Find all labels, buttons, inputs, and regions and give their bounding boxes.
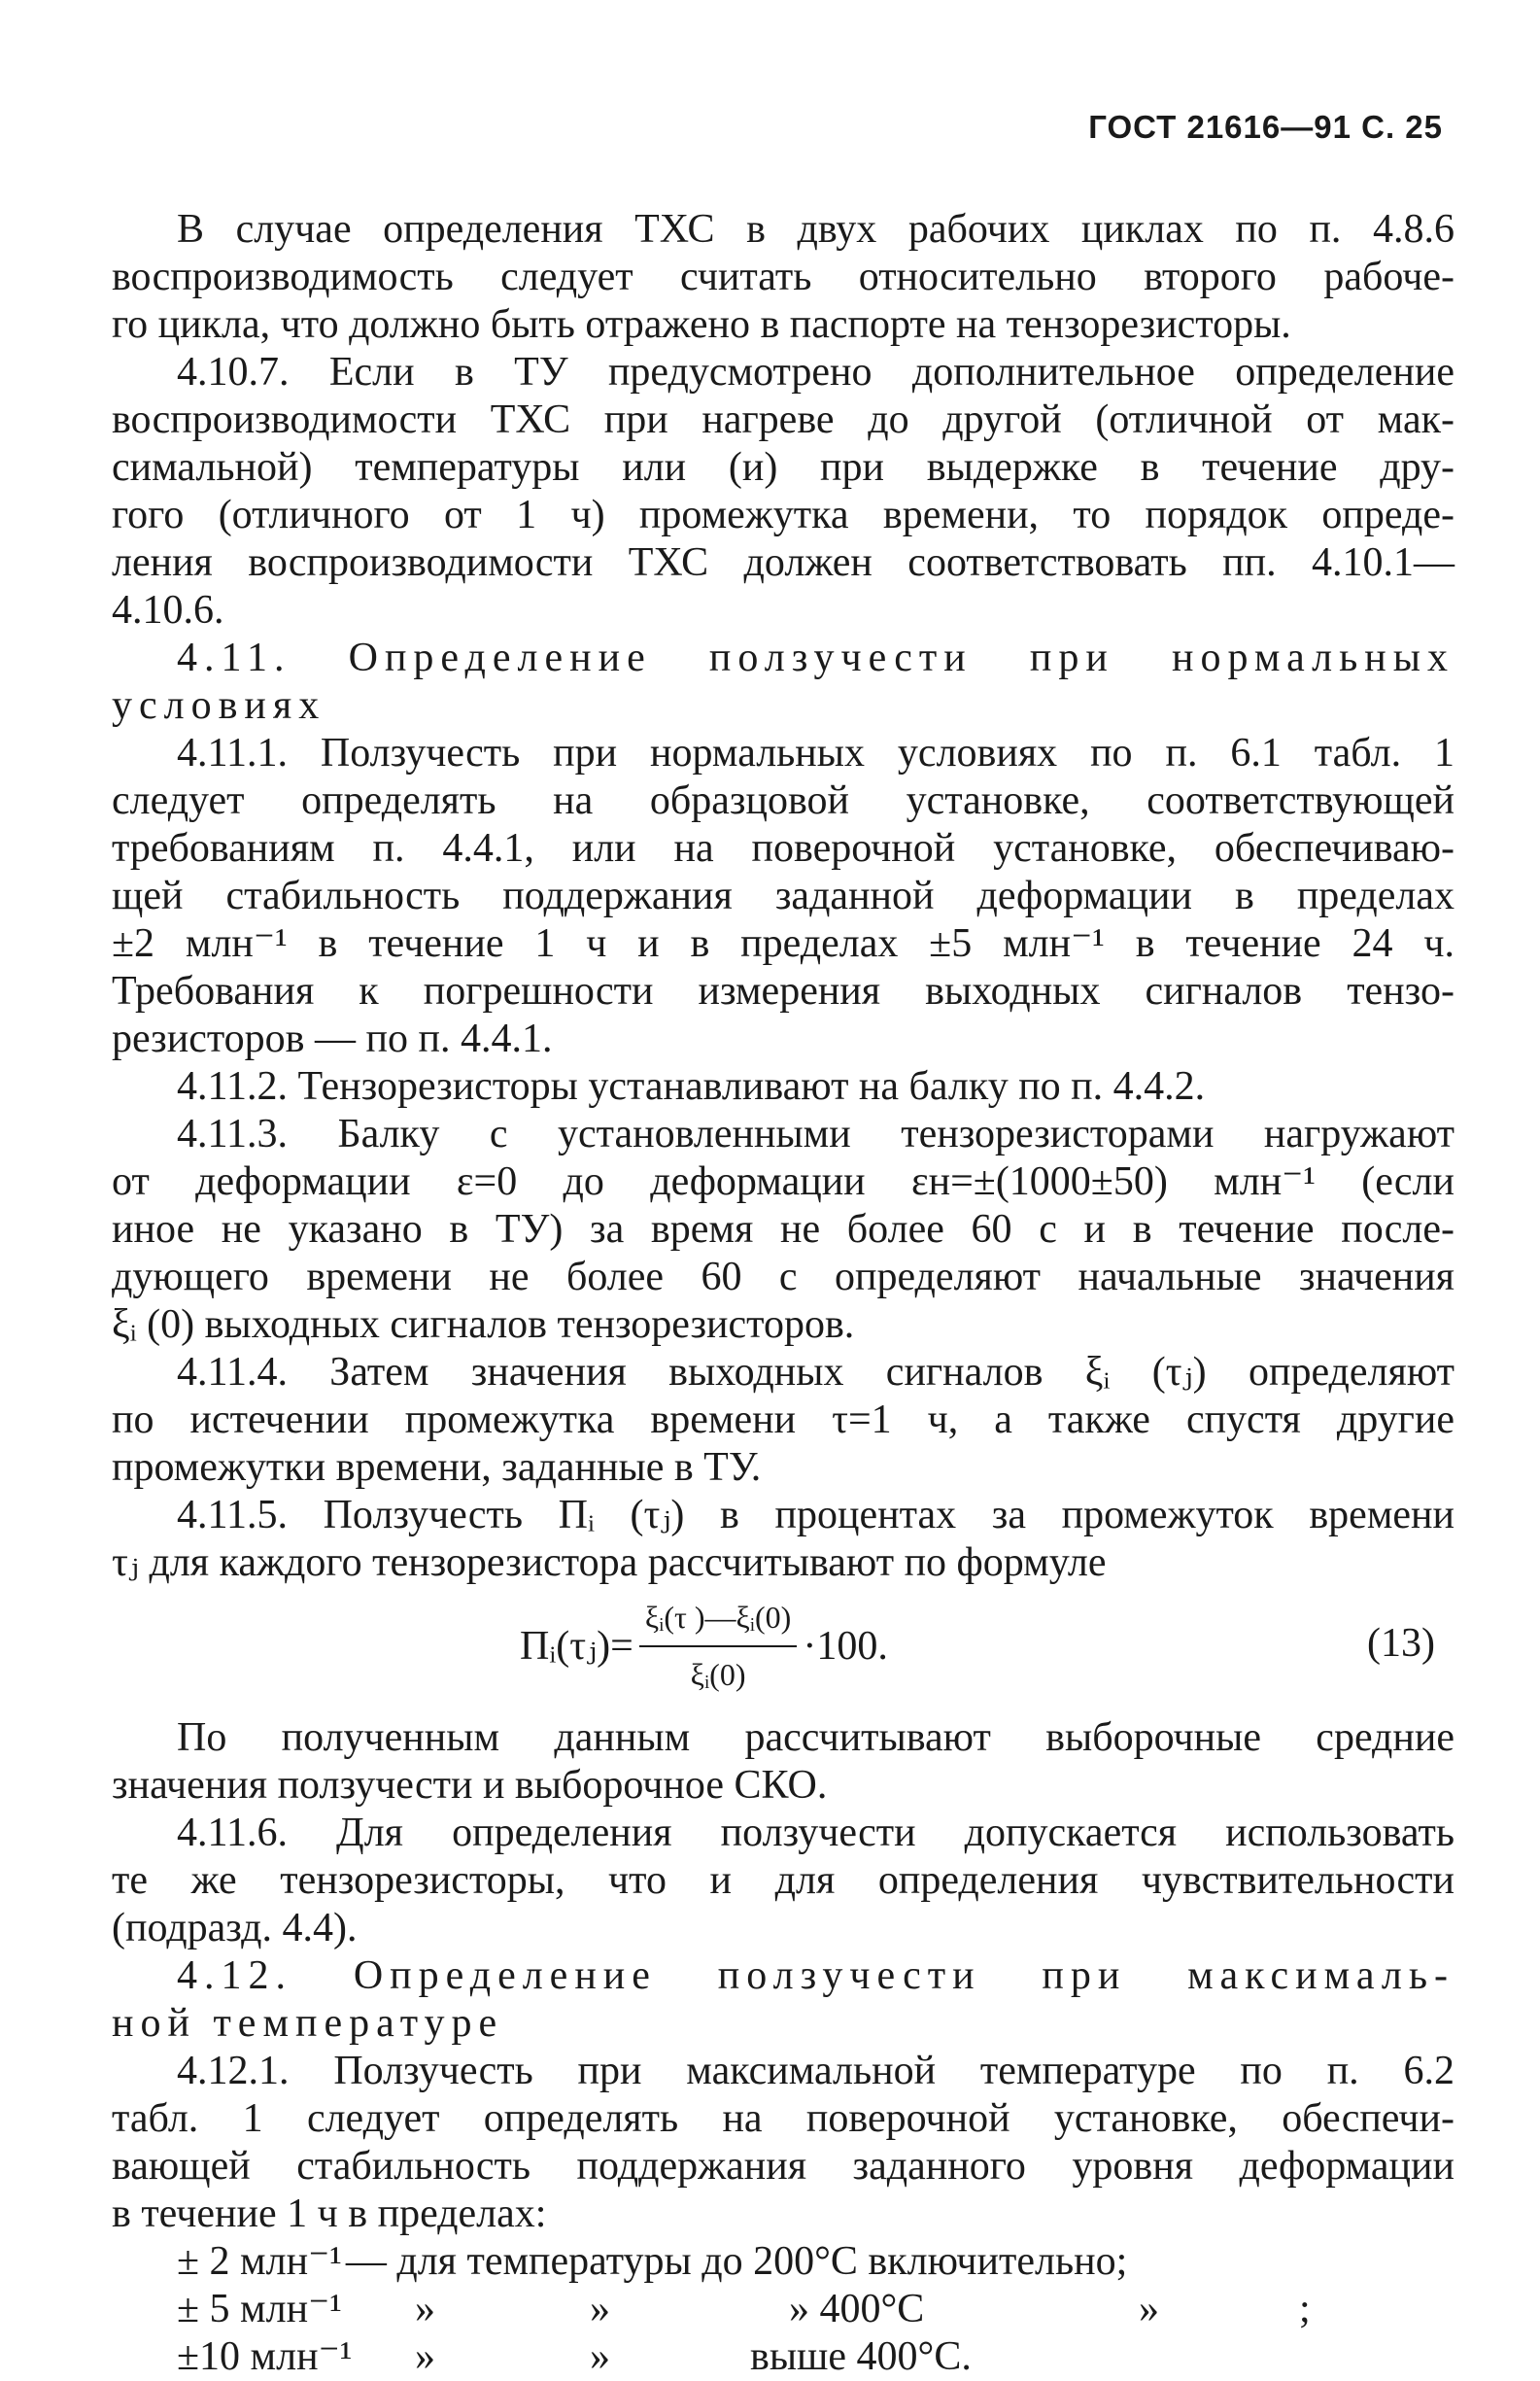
- text-line: в течение 1 ч в пределах:: [112, 2191, 547, 2236]
- text-line: 4.11.2. Тензорезисторы устанавливают на балку по п. 4.4.2.: [177, 1064, 1206, 1109]
- text-line: τⱼ для каждого тензорезистора рассчитывают по формуле: [112, 1540, 1107, 1585]
- text-line: 4.10.6.: [112, 588, 224, 633]
- text-line: ±2 млн⁻¹ в течение 1 ч и в пределах ±5 млн⁻¹ в течение 24 ч.: [112, 921, 1454, 966]
- ditto-mark: »: [415, 2287, 435, 2331]
- text-line: значения ползучести и выборочное СКО.: [112, 1763, 828, 1808]
- text-line: гого (отличного от 1 ч) промежутка времени, то порядок опреде-: [112, 493, 1454, 537]
- text-line: следует определять на образцовой установке, соответствующей: [112, 778, 1454, 823]
- text-line: Требования к погрешности измерения выходных сигналов тензо-: [112, 969, 1454, 1014]
- text-line: требованиям п. 4.4.1, или на поверочной установке, обеспечиваю-: [112, 826, 1454, 871]
- text-line: симальной) температуры или (и) при выдержке в течение дру-: [112, 445, 1454, 490]
- text-line: ξᵢ (0) выходных сигналов тензорезисторов.: [112, 1302, 855, 1347]
- text-line: дующего времени не более 60 с определяют начальные значения: [112, 1255, 1454, 1299]
- tolerance-value: ± 2 млн⁻¹: [177, 2239, 342, 2284]
- separator: ;: [1299, 2287, 1311, 2331]
- text-line: те же тензорезисторы, что и для определения чувствительности: [112, 1858, 1454, 1903]
- text-line: воспроизводимость следует считать относительно второго рабоче-: [112, 255, 1454, 299]
- page-header: ГОСТ 21616—91 С. 25: [1088, 109, 1443, 145]
- formula-fraction: [639, 1594, 797, 1699]
- tolerance-value: ±10 млн⁻¹: [177, 2334, 353, 2379]
- tolerance-temperature: » 400°С: [789, 2287, 925, 2331]
- tolerance-value: ± 5 млн⁻¹: [177, 2287, 342, 2331]
- text-block-2: [112, 1714, 1454, 2238]
- text-line: 4.11.4. Затем значения выходных сигналов ξᵢ (τⱼ) определяют: [177, 1350, 1454, 1395]
- text-line: 4.12.1. Ползучесть при максимальной температуре по п. 6.2: [177, 2049, 1454, 2093]
- text-line: щей стабильность поддержания заданной деформации в пределах: [112, 874, 1454, 918]
- formula-numerator: ξᵢ(τ )—ξᵢ(0): [639, 1594, 797, 1647]
- text-line: 4.11.3. Балку с установленными тензорезисторами нагружают: [177, 1112, 1454, 1156]
- ditto-mark: »: [1139, 2287, 1159, 2331]
- tolerance-condition: — для температуры до: [345, 2239, 743, 2284]
- formula-denominator: ξᵢ(0): [690, 1657, 746, 1692]
- formula-13: [112, 1593, 1454, 1705]
- section-heading-line: 4.12. Определение ползучести при максималь-: [177, 1953, 1454, 1998]
- formula-rhs: ·100.: [803, 1623, 888, 1669]
- tolerance-row: [112, 2286, 1454, 2333]
- formula-expression: [520, 1593, 888, 1700]
- text-line: табл. 1 следует определять на поверочной установке, обеспечи-: [112, 2096, 1454, 2141]
- body-text: [112, 206, 1454, 2381]
- text-line: 4.10.7. Если в ТУ предусмотрено дополнительное определение: [177, 350, 1454, 395]
- ditto-mark: »: [590, 2287, 610, 2331]
- ditto-mark: »: [415, 2334, 435, 2379]
- text-line: от деформации ε=0 до деформации εн=±(1000±50) млн⁻¹ (если: [112, 1159, 1454, 1204]
- section-heading-line: 4.11. Определение ползучести при нормальных: [177, 636, 1454, 680]
- tolerance-row: [112, 2238, 1454, 2286]
- text-line: резисторов — по п. 4.4.1.: [112, 1017, 553, 1061]
- formula-lhs: Пᵢ(τⱼ)=: [520, 1623, 633, 1669]
- text-line: иное не указано в ТУ) за время не более 60 с и в течение после-: [112, 1207, 1454, 1252]
- section-heading-line: ной температуре: [112, 2001, 504, 2046]
- ditto-mark: »: [590, 2334, 610, 2379]
- section-heading-line: условиях: [112, 683, 326, 728]
- text-line: В случае определения ТХС в двух рабочих циклах по п. 4.8.6: [177, 207, 1454, 252]
- text-line: По полученным данным рассчитывают выборочные средние: [177, 1715, 1454, 1760]
- text-line: го цикла, что должно быть отражено в паспорте на тензорезисторы.: [112, 302, 1291, 347]
- text-line: 4.11.1. Ползучесть при нормальных условиях по п. 6.1 табл. 1: [177, 731, 1454, 776]
- tolerance-list: [112, 2238, 1454, 2381]
- text-line: 4.11.6. Для определения ползучести допускается использовать: [177, 1811, 1454, 1855]
- tolerance-row: [112, 2333, 1454, 2381]
- text-block-1: [112, 206, 1454, 1587]
- text-line: по истечении промежутка времени τ=1 ч, а также спустя другие: [112, 1398, 1454, 1442]
- text-line: 4.11.5. Ползучесть Пᵢ (τⱼ) в процентах за промежуток времени: [177, 1493, 1454, 1537]
- text-line: вающей стабильность поддержания заданного уровня деформации: [112, 2144, 1454, 2189]
- equation-number: (13): [1367, 1621, 1435, 1666]
- tolerance-temperature: 200°С включительно;: [753, 2239, 1128, 2284]
- text-line: воспроизводимости ТХС при нагреве до другой (отличной от мак-: [112, 397, 1454, 442]
- tolerance-temperature: выше 400°С.: [750, 2334, 972, 2379]
- text-line: промежутки времени, заданные в ТУ.: [112, 1445, 762, 1490]
- text-line: (подразд. 4.4).: [112, 1906, 358, 1950]
- text-line: ления воспроизводимости ТХС должен соответствовать пп. 4.10.1—: [112, 540, 1454, 585]
